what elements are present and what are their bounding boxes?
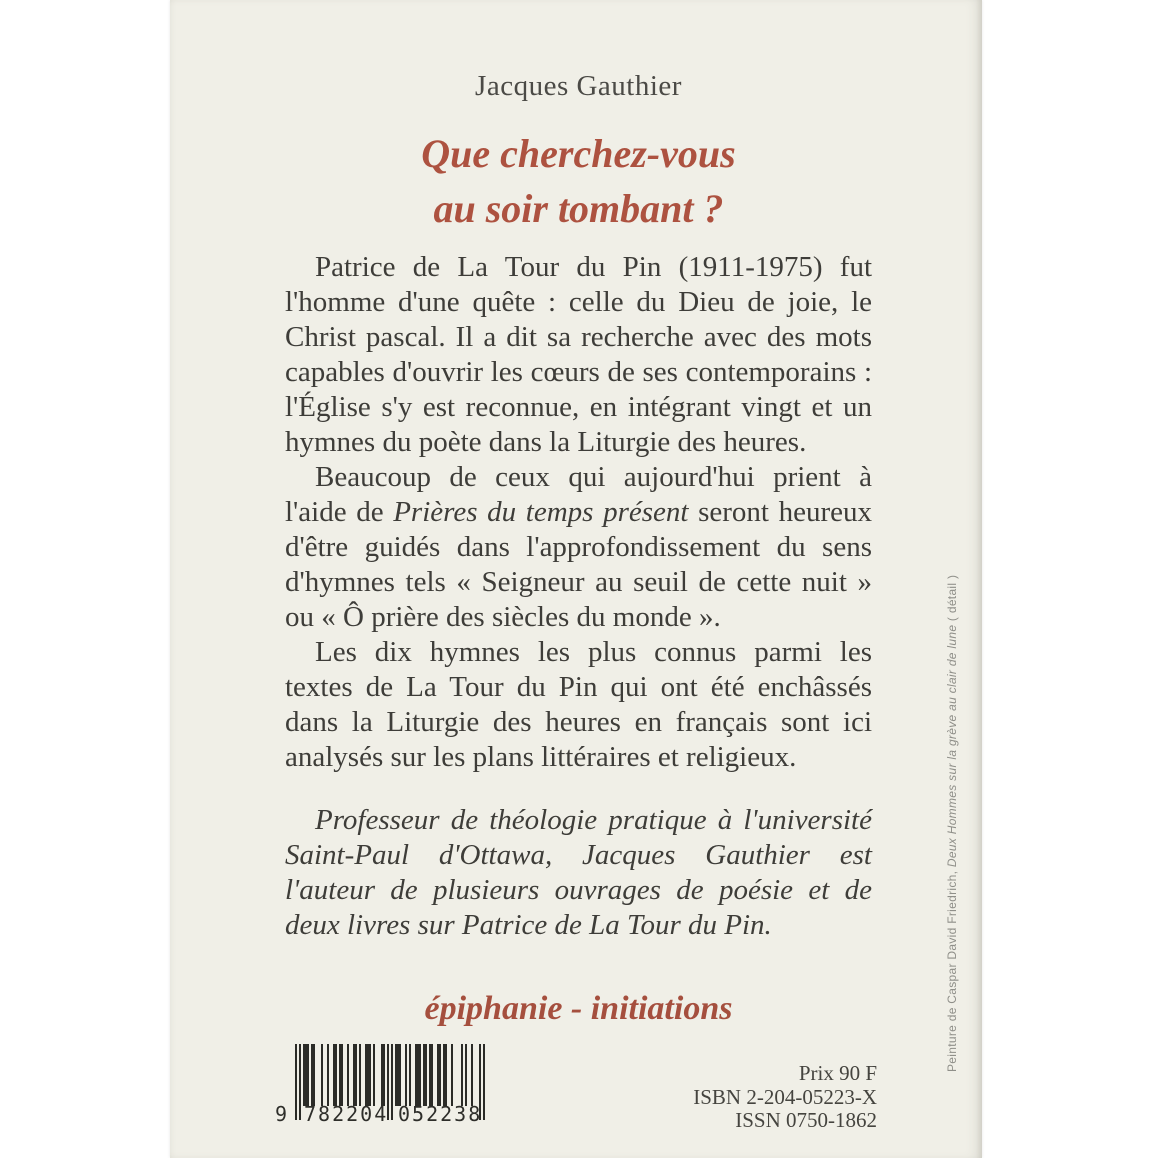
barcode-digit-first: 9 bbox=[275, 1102, 288, 1126]
painting-title: Deux Hommes sur la grève au clair de lune bbox=[945, 624, 959, 868]
book-title-line1: Que cherchez-vous bbox=[421, 131, 736, 176]
paragraph-3: Les dix hymnes les plus connus parmi les textes de La Tour du Pin qui ont été enchâssés dans la Liturgie des heures en français sont ici analysés sur les plans littéraires et religieux. bbox=[285, 636, 872, 773]
barcode-digits-left: 782204 bbox=[304, 1102, 389, 1126]
back-cover-text bbox=[285, 250, 872, 943]
text-column bbox=[285, 0, 872, 1158]
paragraph-1: Patrice de La Tour du Pin (1911-1975) fut l'homme d'une quête : celle du Dieu de joie, le Christ pascal. Il a dit sa recherche avec des mots capables d'ouvrir les cœurs de ses contemporains : l'Église s'y est reconnue, en intégrant vingt et un hymnes du poète dans la Liturgie des heures. bbox=[285, 251, 872, 458]
book-back-cover bbox=[170, 0, 982, 1158]
cited-work-title: Prières du temps présent bbox=[393, 496, 689, 528]
credit-text-after: ( détail ) bbox=[945, 574, 959, 625]
paragraph-2-text-after: seront heureux d'être guidés dans l'approfondissement du sens d'hymnes tels « Seigneur au seuil de cette nuit » ou « Ô prière des siècles du monde ». bbox=[285, 496, 872, 633]
collection-name: épiphanie - initiations bbox=[424, 990, 733, 1027]
book-title bbox=[285, 126, 872, 236]
book-title-line2: au soir tombant ? bbox=[433, 186, 724, 231]
credit-text-before: Peinture de Caspar David Friedrich, bbox=[945, 867, 959, 1072]
ean-barcode bbox=[275, 1044, 485, 1132]
price: Prix 90 F bbox=[798, 1061, 877, 1085]
paragraph-2-text-before: Beaucoup de ceux qui aujourd'hui prient à l'aide de bbox=[285, 461, 872, 528]
barcode-digits-right: 052238 bbox=[398, 1102, 483, 1126]
pricing-block bbox=[693, 1062, 877, 1133]
paragraph-2 bbox=[285, 460, 872, 635]
author-bio: Professeur de théologie pratique à l'université Saint-Paul d'Ottawa, Jacques Gauthier est l'auteur de plusieurs ouvrages de poésie et de deux livres sur Patrice de La Tour du Pin. bbox=[285, 804, 872, 941]
author-name: Jacques Gauthier bbox=[475, 70, 682, 102]
isbn: ISBN 2-204-05223-X bbox=[693, 1084, 877, 1109]
issn: ISSN 0750-1862 bbox=[735, 1108, 877, 1132]
